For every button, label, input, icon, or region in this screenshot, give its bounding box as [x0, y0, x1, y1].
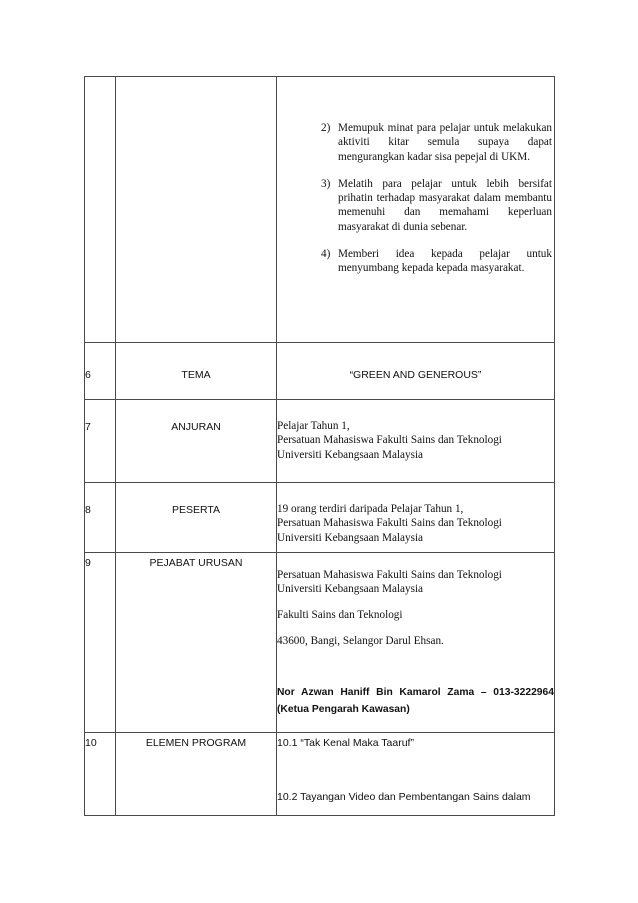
office-line: Persatuan Mahasiswa Fakulti Sains dan Teknologi [277, 569, 502, 581]
row-label: PEJABAT URUSAN [116, 553, 277, 733]
row-label: TEMA [116, 343, 277, 400]
organizer-cell [277, 400, 555, 483]
office-address: 43600, Bangi, Selangor Darul Ehsan. [277, 634, 444, 647]
row-number: 9 [85, 553, 116, 733]
table-row-elemen [85, 733, 555, 816]
objectives-list [321, 121, 552, 276]
organizer-line: Universiti Kebangsaan Malaysia [277, 448, 424, 461]
list-text: Memupuk minat para pelajar untuk melakukan aktiviti kitar semula supaya dapat mengurangkan kadar sisa pepejal di UKM. [338, 122, 552, 163]
row-label-cell [116, 77, 277, 343]
program-details-table [84, 76, 555, 816]
participants-line: Persatuan Mahasiswa Fakulti Sains dan Teknologi [277, 517, 502, 530]
contact-role: (Ketua Pengarah Kawasan) [277, 704, 410, 716]
program-element-item: 10.2 Tayangan Video dan Pembentangan Sains dalam [277, 791, 531, 803]
row-number: 7 [85, 400, 116, 483]
organizer-line: Persatuan Mahasiswa Fakulti Sains dan Teknologi [277, 434, 502, 447]
list-item [321, 177, 552, 234]
row-label: ELEMEN PROGRAM [116, 733, 277, 816]
list-marker: 2) [321, 122, 331, 134]
participants-line: 19 orang terdiri daripada Pelajar Tahun 1, [277, 503, 464, 515]
program-element-item: 10.1 “Tak Kenal Maka Taaruf” [277, 737, 414, 749]
office-cell [277, 553, 555, 733]
office-line: Universiti Kebangsaan Malaysia [277, 583, 424, 596]
participants-cell [277, 483, 555, 553]
row-number: 10 [85, 733, 116, 816]
office-line: Fakulti Sains dan Teknologi [277, 608, 403, 621]
row-label: PESERTA [116, 483, 277, 553]
list-marker: 4) [321, 248, 331, 261]
table-row-pejabat [85, 553, 555, 733]
row-label: ANJURAN [116, 400, 277, 483]
row-number: 8 [85, 483, 116, 553]
program-elements-cell [277, 733, 555, 816]
list-text: Memberi idea kepada pelajar untuk menyumbang kepada kepada masyarakat. [338, 248, 552, 275]
table-row-peserta [85, 483, 555, 553]
organizer-line: Pelajar Tahun 1, [277, 420, 350, 432]
table-row-objectives [85, 77, 555, 343]
list-item [321, 247, 552, 276]
list-marker: 3) [321, 177, 331, 190]
theme-value: “GREEN AND GENEROUS” [277, 343, 555, 400]
contact-person: Nor Azwan Haniff Bin Kamarol Zama – 013-3222964 [277, 687, 554, 699]
table-row-anjuran [85, 400, 555, 483]
row-number: 6 [85, 343, 116, 400]
table-row-tema [85, 343, 555, 400]
row-number-cell [85, 77, 116, 343]
list-item [321, 121, 552, 164]
participants-line: Universiti Kebangsaan Malaysia [277, 531, 424, 544]
objectives-cell [277, 77, 555, 343]
list-text: Melatih para pelajar untuk lebih bersifat prihatin terhadap masyarakat dalam membantu memenuhi dan memahami keperluan masyarakat di dunia sebenar. [338, 177, 552, 233]
